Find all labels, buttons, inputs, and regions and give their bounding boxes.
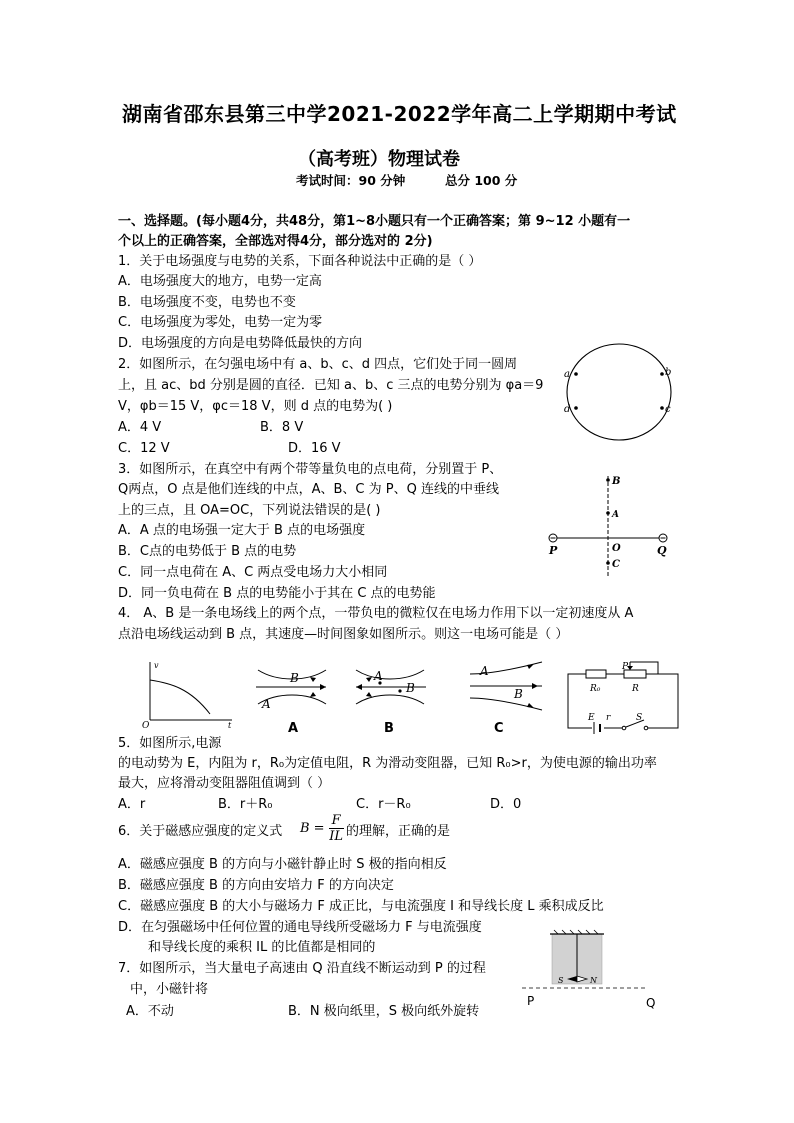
formula-numerator: F: [329, 813, 344, 829]
page-subtitle: （高考班）物理试卷: [298, 149, 460, 170]
q7-option-b: B．N 极向纸里，S 极向纸外旋转: [288, 1004, 480, 1019]
velocity-curve: [150, 680, 210, 714]
q5-option-a: A．r: [118, 797, 146, 812]
point-a-label: A: [374, 669, 383, 683]
field-line: [356, 670, 424, 679]
point-b-label: B: [406, 681, 415, 695]
axis-t-label: t: [228, 721, 232, 730]
point-b: [606, 478, 610, 482]
arrow-icon: [366, 692, 372, 697]
q2-line2: 上，且 ac、bd 分别是圆的直径．已知 a、b、c 三点的电势分别为 φa＝9: [118, 378, 544, 393]
label-r: R: [632, 684, 639, 694]
formula-denominator: IL: [329, 829, 343, 844]
field-line: [470, 698, 542, 710]
field-line: [356, 695, 424, 704]
q3-line1: 3．如图所示，在真空中有两个带等量负电的点电荷，分别置于 P、: [118, 462, 503, 477]
q3-charges-figure: [540, 470, 680, 582]
q4-line2: 点沿电场线运动到 B 点，其速度—时间图象如图所示。则这一电场可能是（ ）: [118, 627, 569, 642]
switch-contact: [644, 726, 648, 730]
label-a: a: [564, 369, 570, 380]
point-a-label: A: [262, 697, 271, 711]
q4-field-a: [252, 662, 332, 712]
arrow-icon: [320, 684, 326, 690]
q7-option-a: A．不动: [126, 1004, 174, 1019]
q5-option-c: C．r－R₀: [356, 797, 411, 812]
label-s: S: [558, 976, 564, 985]
label-d: d: [564, 404, 571, 415]
q5-option-d: D．0: [490, 797, 522, 812]
q7-label-p: P: [527, 994, 535, 1008]
q3-option-c: C．同一点电荷在 A、C 两点受电场力大小相同: [118, 565, 388, 580]
label-small-r: r: [606, 713, 611, 723]
q4-option-b: B: [384, 721, 394, 736]
label-r0: R₀: [590, 684, 601, 694]
q4-line1: 4． A、B 是一条电场线上的两个点，一带负电的微粒仅在电场力作用下以一定初速度从 A: [118, 606, 634, 621]
q6-formula: [300, 813, 344, 844]
section-instruction-line2: 个以上的正确答案，全部选对得4分，部分选对的 2分): [118, 234, 433, 249]
q2-line3: V，φb＝15 V，φc＝18 V，则 d 点的电势为( ): [118, 399, 393, 414]
q5-line2: 的电动势为 E，内阻为 r，R₀为定值电阻，R 为滑动变阻器，已知 R₀>r，为使电源的输出功率: [118, 756, 657, 771]
label-c: c: [665, 404, 671, 415]
q7-label-q: Q: [646, 996, 656, 1010]
q6-stem-pre: 6．关于磁感应强度的定义式: [118, 824, 283, 839]
formula-lhs: B =: [300, 821, 325, 836]
q2-line1: 2．如图所示，在匀强电场中有 a、b、c、d 四点，它们处于同一圆周: [118, 357, 518, 372]
q6-option-b: B．磁感应强度 B 的方向由安培力 F 的方向决定: [118, 878, 394, 893]
arrow-icon: [310, 692, 316, 697]
circle: [567, 344, 671, 440]
q7-line1: 7．如图所示，当大量电子高速由 Q 沿直线不断运动到 P 的过程: [118, 961, 486, 976]
arrow-icon: [356, 684, 362, 690]
page-title: 湖南省邵东县第三中学2021-2022学年高二上学期期中考试: [122, 102, 677, 126]
section-instruction-line1: 一、选择题。(每小题4分，共48分，第1~8小题只有一个正确答案；第 9~12 小题有一: [118, 214, 631, 229]
q3-option-a: A．A 点的电场强一定大于 B 点的电场强度: [118, 523, 366, 538]
label-q: Q: [657, 544, 667, 557]
q2-option-d: D．16 V: [288, 441, 341, 456]
exam-total: 总分 100 分: [445, 173, 518, 188]
q3-option-b: B．C点的电势低于 B 点的电势: [118, 544, 297, 559]
q3-line3: 上的三点，且 OA=OC，下列说法错误的是( ): [118, 503, 381, 518]
q4-field-c: [466, 660, 546, 714]
arrow-icon: [366, 677, 372, 682]
q2-option-a: A．4 V: [118, 420, 162, 435]
label-a: A: [612, 510, 619, 520]
q7-compass-figure: [520, 928, 660, 1018]
q6-option-d-line1: D．在匀强磁场中任何位置的通电导线所受磁场力 F 与电流强度: [118, 920, 482, 935]
arrow-icon: [527, 703, 534, 708]
switch-contact: [622, 726, 626, 730]
point-b-label: B: [514, 687, 523, 701]
q4-option-a: A: [288, 721, 299, 736]
point-b: [660, 372, 664, 376]
point-a: [606, 511, 610, 515]
q1-option-c: C．电场强度为零处，电势一定为零: [118, 315, 323, 330]
q5-line3: 最大，应将滑动变阻器阻值调到（ ）: [118, 776, 331, 791]
q4-option-c: C: [494, 721, 504, 736]
point-c: [660, 406, 664, 410]
q6-option-d-line2: 和导线长度的乘积 IL 的比值都是相同的: [148, 940, 376, 955]
q1-stem: 1．关于电场强度与电势的关系，下面各种说法中正确的是（ ）: [118, 254, 482, 269]
q5-line1: 5．如图所示,电源: [118, 736, 222, 751]
point-d: [574, 406, 578, 410]
q3-line2: Q两点，O 点是他们连线的中点，A、B、C 为 P、Q 连线的中垂线: [118, 482, 499, 497]
exam-time: 考试时间：90 分钟: [296, 173, 406, 188]
q1-option-a: A．电场强度大的地方，电势一定高: [118, 274, 322, 289]
q7-line2: 中，小磁针将: [130, 982, 209, 997]
q6-option-c: C．磁感应强度 B 的大小与磁场力 F 成正比，与电流强度 I 和导线长度 L 乘积成反比: [118, 899, 604, 914]
q4-vt-graph: [140, 658, 240, 730]
resistor-r0: [586, 670, 606, 678]
q4-field-b: [350, 662, 430, 712]
label-e: E: [588, 713, 595, 723]
formula-fraction: [329, 813, 344, 844]
label-n: N: [590, 976, 597, 985]
q6-option-a: A．磁感应强度 B 的方向与小磁针静止时 S 极的指向相反: [118, 857, 447, 872]
point-b: [398, 689, 401, 692]
q3-option-d: D．同一负电荷在 B 点的电势能小于其在 C 点的电势能: [118, 586, 436, 601]
q5-circuit-figure: [560, 660, 690, 736]
arrow-icon: [532, 683, 538, 689]
label-b: b: [665, 367, 672, 378]
q2-circle-figure: [556, 340, 686, 444]
q6-stem-post: 的理解，正确的是: [346, 824, 451, 839]
q2-option-b: B．8 V: [260, 420, 304, 435]
label-o: O: [612, 543, 621, 554]
q1-option-d: D．电场强度的方向是电势降低最快的方向: [118, 336, 363, 351]
arrow-icon: [527, 664, 534, 669]
label-b: B: [612, 476, 621, 487]
axis-v-label: v: [154, 661, 159, 670]
arrow-icon: [310, 677, 316, 682]
q1-option-b: B．电场强度不变，电势也不变: [118, 295, 296, 310]
point-b-label: B: [290, 671, 299, 685]
label-p: P: [622, 662, 629, 672]
q2-option-c: C．12 V: [118, 441, 170, 456]
circuit-loop: [568, 674, 678, 728]
label-c: C: [612, 559, 620, 570]
point-a: [574, 372, 578, 376]
label-p: P: [549, 544, 558, 557]
point-a-label: A: [480, 664, 489, 678]
point-c: [606, 561, 610, 565]
origin-label: O: [142, 721, 150, 730]
label-s: S: [636, 713, 643, 723]
q5-option-b: B．r＋R₀: [218, 797, 273, 812]
